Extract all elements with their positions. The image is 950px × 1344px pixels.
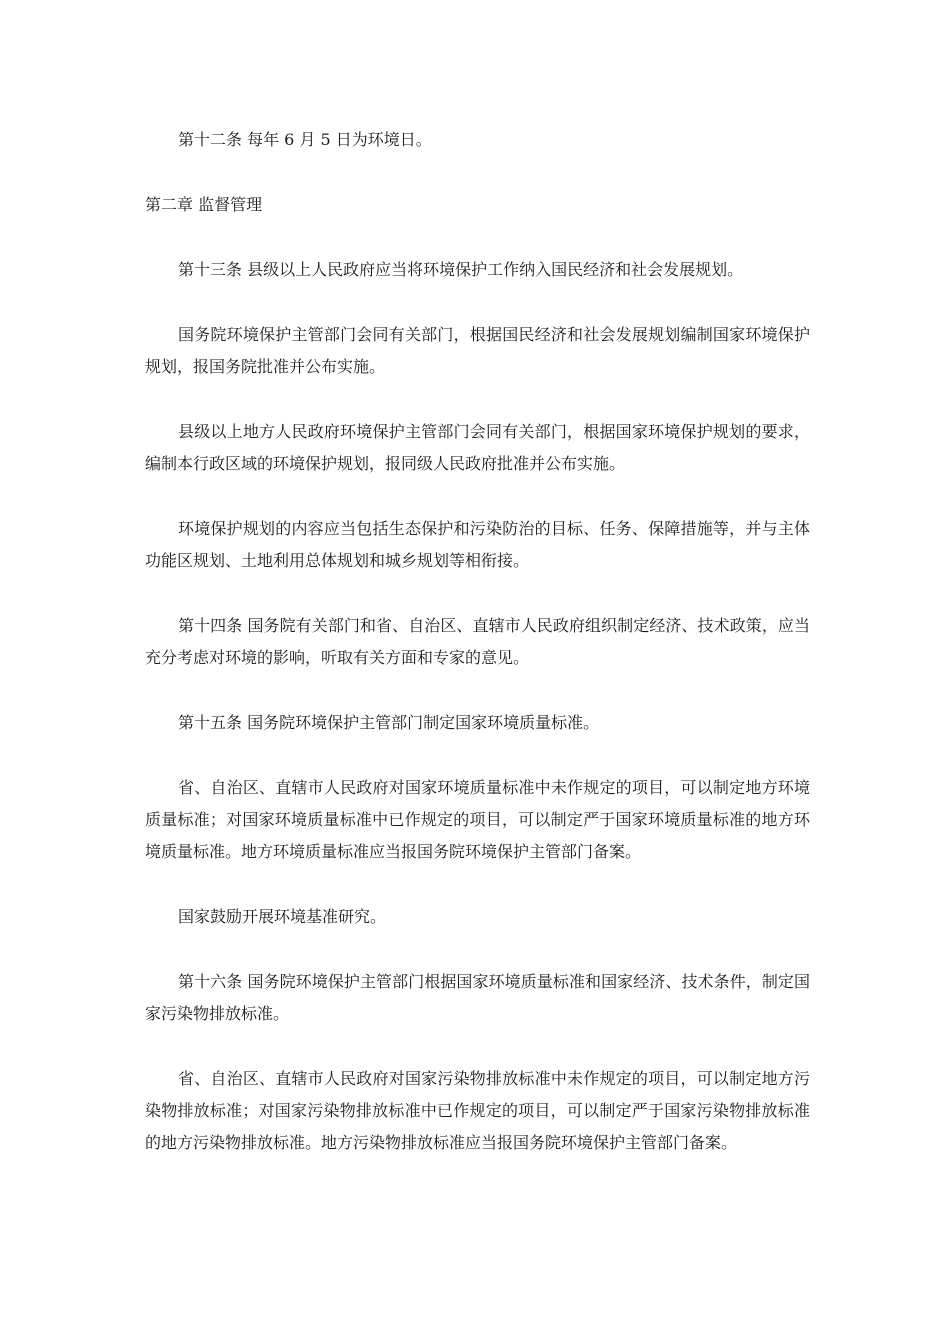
article-14-paragraph: 第十四条 国务院有关部门和省、自治区、直辖市人民政府组织制定经济、技术政策，应当充分考虑对环境的影响，听取有关方面和专家的意见。 (145, 616, 810, 667)
document-body (145, 124, 810, 1192)
article-15-clause-3: 国家鼓励开展环境基准研究。 (178, 907, 387, 926)
article-13-clause-4: 环境保护规划的内容应当包括生态保护和污染防治的目标、任务、保障措施等，并与主体功能区规划、土地利用总体规划和城乡规划等相衔接。 (145, 519, 810, 570)
article-15-clause-2: 省、自治区、直辖市人民政府对国家环境质量标准中未作规定的项目，可以制定地方环境质量标准；对国家环境质量标准中已作规定的项目，可以制定严于国家环境质量标准的地方环境质量标准。地方环境质量标准应当报国务院环境保护主管部门备案。 (145, 778, 810, 861)
article-13-paragraph: 第十三条 县级以上人民政府应当将环境保护工作纳入国民经济和社会发展规划。 (178, 260, 744, 279)
article-16-clause-2: 省、自治区、直辖市人民政府对国家污染物排放标准中未作规定的项目，可以制定地方污染物排放标准；对国家污染物排放标准中已作规定的项目，可以制定严于国家污染物排放标准的地方污染物排放标准。地方污染物排放标准应当报国务院环境保护主管部门备案。 (145, 1069, 810, 1152)
article-16-paragraph: 第十六条 国务院环境保护主管部门根据国家环境质量标准和国家经济、技术条件，制定国家污染物排放标准。 (145, 972, 810, 1023)
article-15-paragraph: 第十五条 国务院环境保护主管部门制定国家环境质量标准。 (178, 713, 600, 732)
chapter-2-heading: 第二章 监督管理 (145, 195, 263, 214)
article-13-clause-3: 县级以上地方人民政府环境保护主管部门会同有关部门，根据国家环境保护规划的要求，编制本行政区域的环境保护规划，报同级人民政府批准并公布实施。 (145, 422, 810, 473)
article-12-paragraph: 第十二条 每年 6 月 5 日为环境日。 (178, 130, 432, 149)
article-13-clause-2: 国务院环境保护主管部门会同有关部门，根据国民经济和社会发展规划编制国家环境保护规划，报国务院批准并公布实施。 (145, 325, 810, 376)
